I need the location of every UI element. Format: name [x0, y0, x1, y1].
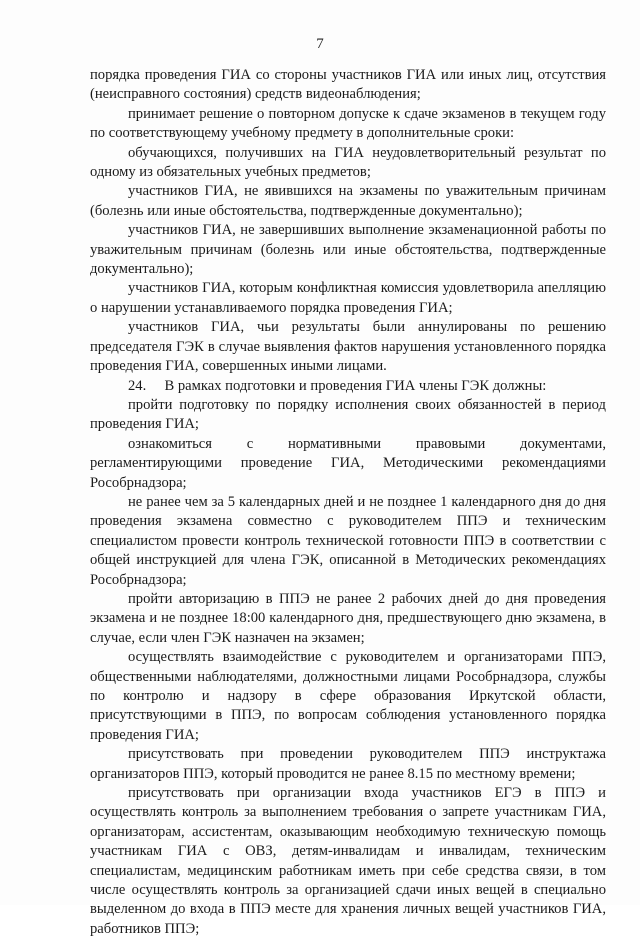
paragraph: порядка проведения ГИА со стороны участников ГИА или иных лиц, отсутствия (неисправного состояния) средств видеонаблюдения;: [90, 67, 606, 103]
paragraph: пройти подготовку по порядку исполнения своих обязанностей в период проведения ГИА;: [90, 396, 606, 433]
paragraph: 24. В рамках подготовки и проведения ГИА члены ГЭК должны:: [128, 377, 547, 394]
paragraph: принимает решение о повторном допуске к сдаче экзаменов в текущем году по соответствующему учебному предмету в дополнительные сроки:: [90, 105, 606, 142]
paragraph: участников ГИА, не завершивших выполнение экзаменационной работы по уважительным причинам (болезнь или иные обстоятельства, подтвержденные документально);: [90, 222, 606, 278]
paragraph: участников ГИА, не явившихся на экзамены по уважительным причинам (болезнь или иные обстоятельства, подтвержденные документально);: [90, 183, 606, 219]
paragraph: ознакомиться с нормативными правовыми документами, регламентирующими проведение ГИА, Методическими рекомендациями Рособрнадзора;: [90, 435, 606, 491]
document-body: [90, 66, 606, 939]
paragraph: участников ГИА, которым конфликтная комиссия удовлетворила апелляцию о нарушении устанавливаемого порядка проведения ГИА;: [90, 280, 606, 316]
paragraph: присутствовать при проведении руководителем ППЭ инструктажа организаторов ППЭ, который проводится не ранее 8.15 по местному времени;: [90, 746, 606, 782]
paragraph: осуществлять взаимодействие с руководителем и организаторами ППЭ, общественными наблюдателями, должностными лицами Рособрнадзора, службы по контролю и надзору в сфере образования Иркутской области, присутствующими в ППЭ, по вопросам соблюдения установленного порядка проведения ГИА;: [90, 649, 606, 743]
page-number: 7: [316, 36, 324, 52]
paragraph: присутствовать при организации входа участников ЕГЭ в ППЭ и осуществлять контроль за выполнением требования о запрете участникам ГИА, организаторам, ассистентам, оказывающим необходимую техническую помощь участникам ГИА с ОВЗ, детям-инвалидам и инвалидам, техническим специалистам, медицинским работникам иметь при себе средства связи, в том числе осуществлять контроль за организацией сдачи иных вещей в специально выделенном до входа в ППЭ месте для хранения личных вещей участников ГИА, работников ППЭ;: [90, 785, 606, 937]
paragraph: не ранее чем за 5 календарных дней и не позднее 1 календарного дня до дня проведения экзамена совместно с руководителем ППЭ и техническим специалистом провести контроль технической готовности ППЭ в соответствии с общей инструкцией для члена ГЭК, описанной в Методических рекомендациях Рособрнадзора;: [90, 493, 606, 588]
paragraph: участников ГИА, чьи результаты были аннулированы по решению председателя ГЭК в случае выявления фактов нарушения установленного порядка проведения ГИА, совершенных иными лицами.: [90, 319, 606, 375]
paragraph: обучающихся, получивших на ГИА неудовлетворительный результат по одному из обязательных учебных предметов;: [90, 144, 606, 181]
paragraph: пройти авторизацию в ППЭ не ранее 2 рабочих дней до дня проведения экзамена и не позднее 18:00 календарного дня, предшествующего дню экзамена, в случае, если член ГЭК назначен на экзамен;: [90, 590, 606, 646]
